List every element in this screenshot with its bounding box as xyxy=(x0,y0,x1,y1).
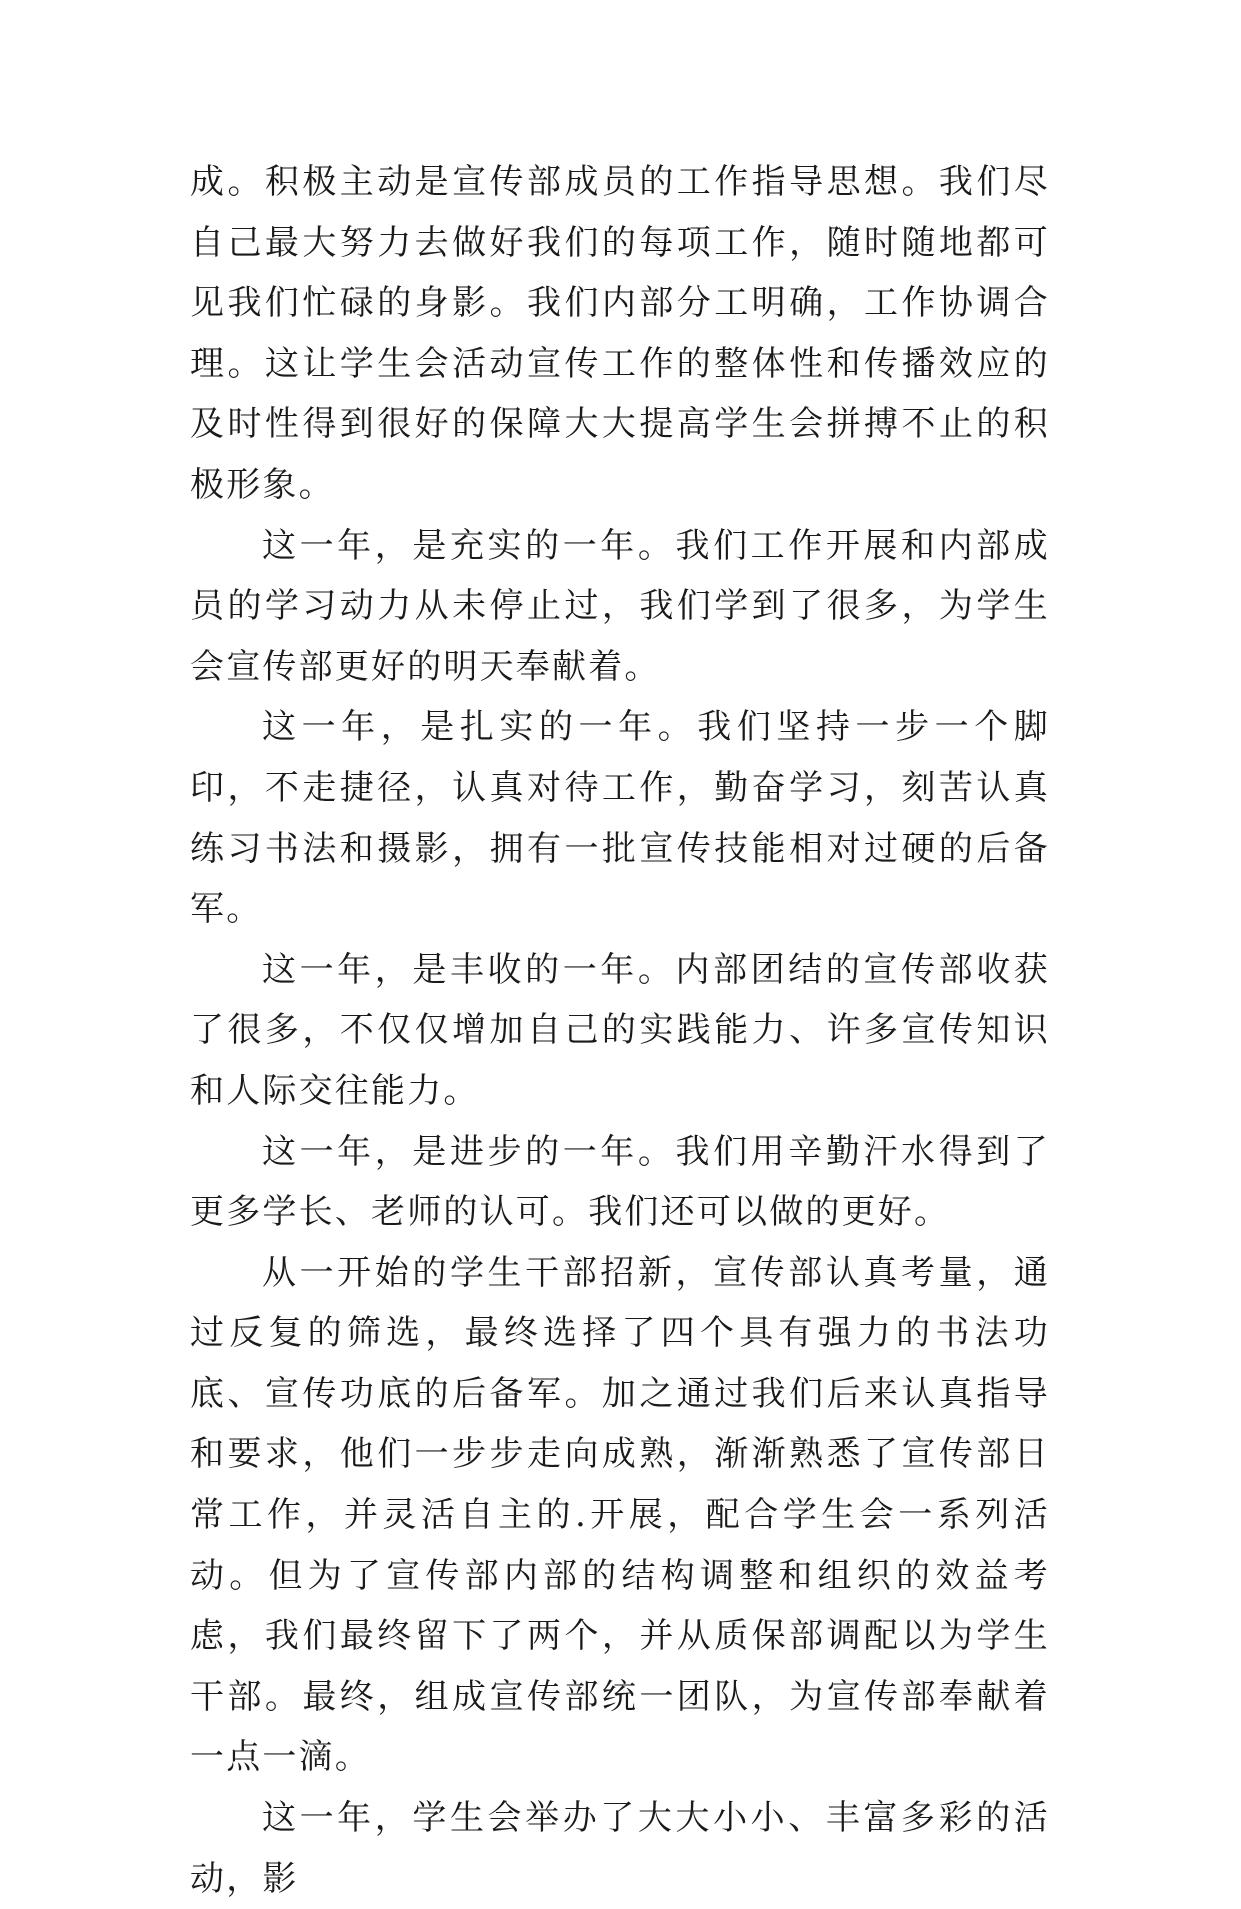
document-body xyxy=(190,152,1050,1909)
paragraph-5: 这一年，是进步的一年。我们用辛勤汗水得到了更多学长、老师的认可。我们还可以做的更好。 xyxy=(190,1131,1050,1233)
paragraph-3: 这一年，是扎实的一年。我们坚持一步一个脚印，不走捷径，认真对待工作，勤奋学习，刻苦认真练习书法和摄影，拥有一批宣传技能相对过硬的后备军。 xyxy=(190,707,1050,930)
paragraph-1: 成。积极主动是宣传部成员的工作指导思想。我们尽自己最大努力去做好我们的每项工作，随时随地都可见我们忙碌的身影。我们内部分工明确，工作协调合理。这让学生会活动宣传工作的整体性和传播效应的及时性得到很好的保障大大提高学生会拼搏不止的积极形象。 xyxy=(190,162,1050,505)
paragraph-7: 这一年，学生会举办了大大小小、丰富多彩的活动，影 xyxy=(190,1798,1050,1899)
paragraph-6: 从一开始的学生干部招新，宣传部认真考量，通过反复的筛选，最终选择了四个具有强力的书法功底、宣传功底的后备军。加之通过我们后来认真指导和要求，他们一步步走向成熟，渐渐熟悉了宣传部日常工作，并灵活自主的.开展，配合学生会一系列活动。但为了宣传部内部的结构调整和组织的效益考虑，我们最终留下了两个，并从质保部调配以为学生干部。最终，组成宣传部统一团队，为宣传部奉献着一点一滴。 xyxy=(190,1252,1050,1778)
paragraph-4: 这一年，是丰收的一年。内部团结的宣传部收获了很多，不仅仅增加自己的实践能力、许多宣传知识和人际交往能力。 xyxy=(190,949,1050,1111)
paragraph-2: 这一年，是充实的一年。我们工作开展和内部成员的学习动力从未停止过，我们学到了很多，为学生会宣传部更好的明天奉献着。 xyxy=(190,525,1050,687)
